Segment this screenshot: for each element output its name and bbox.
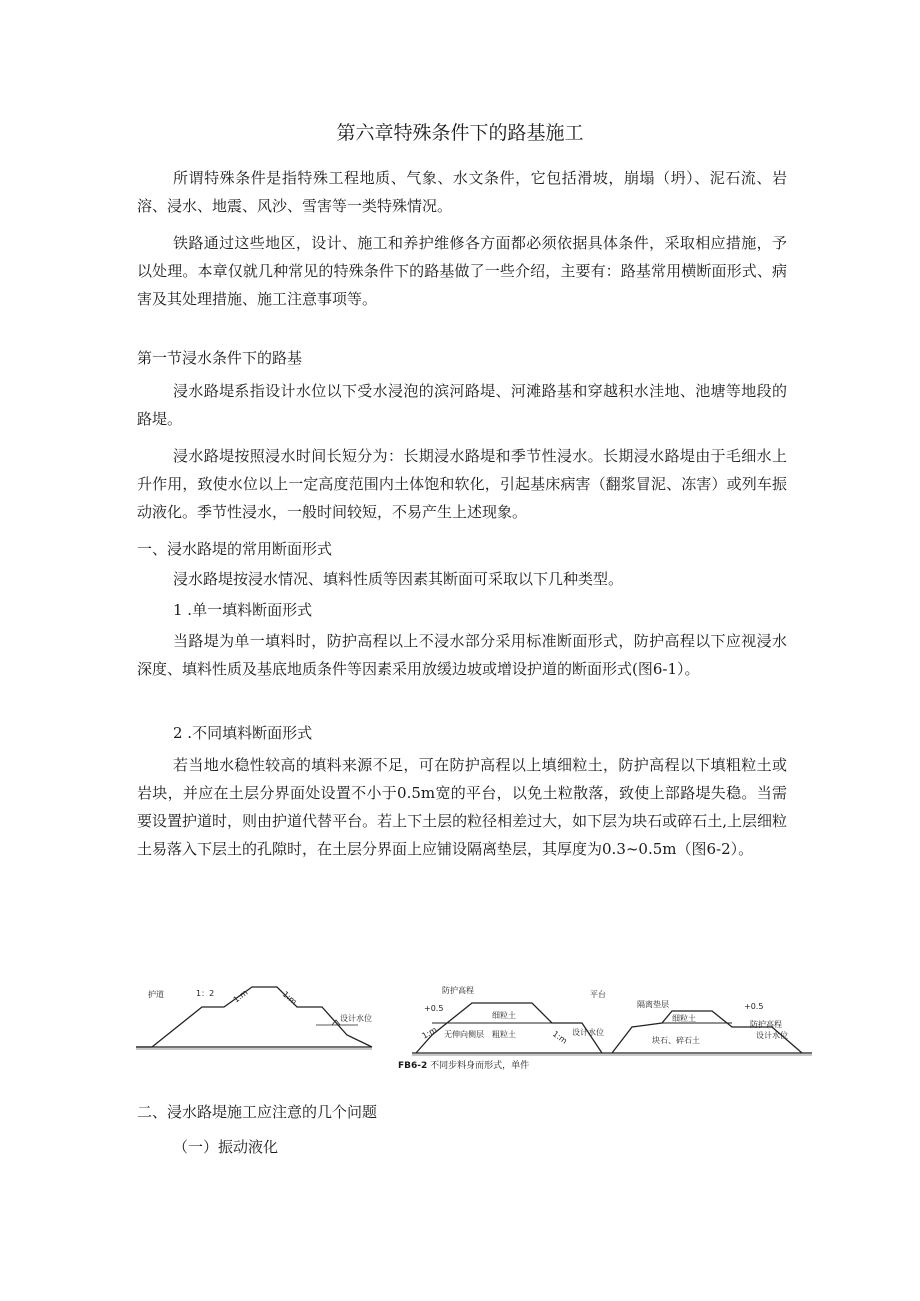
fig2-label-protection-level: 防护高程 [442, 986, 474, 995]
fig2-label-slope-m: 1:m [420, 1025, 439, 1041]
fig2-label-platform: 平台 [590, 990, 606, 999]
item-2-title: 2 .不同填料断面形式 [173, 724, 313, 742]
fig2-label-isolation-layer: 隔离垫层 [637, 1000, 669, 1009]
fig2-label-fine-soil-2: 细粒土 [672, 1014, 696, 1023]
fig1-label-berm: 护道 [148, 990, 164, 999]
fig2-label-plus05: +0.5 [424, 1004, 444, 1013]
fig2-label-slope-m-right: 1:m [550, 1029, 569, 1046]
fig2-label-fine-soil: 细粒土 [492, 1011, 516, 1020]
intro-paragraph-1: 所谓特殊条件是指特殊工程地质、气象、水文条件，它包括滑坡，崩塌（坍）、泥石流、岩溶、浸水、地震、风沙、雪害等一类特殊情况。 [137, 169, 787, 215]
figure-single-fill [136, 987, 372, 1049]
figure-caption [398, 1058, 529, 1071]
fig2-label-design-water-right: 设计水位 [756, 1031, 788, 1040]
subsection-1-heading: 一、浸水路堤的常用断面形式 [137, 540, 333, 558]
intro-paragraph-2: 铁路通过这些地区，设计、施工和养护维修各方面都必须依据具体条件，采取相应措施，予以处理。本章仅就几种常见的特殊条件下的路基做了一些介绍，主要有：路基常用横断面形式、病害及其处理措施、施工注意事项等。 [137, 234, 787, 308]
chapter-title: 第六章特殊条件下的路基施工 [336, 122, 584, 144]
item-2-text: 若当地水稳性较高的填料来源不足，可在防护高程以上填细粒土，防护高程以下填粗粒土或岩块，并应在土层分界面处设置不小于0.5m宽的平台，以免土粒散落，致使上部路堤失稳。当需要设置护道时，则由护道代替平台。若上下土层的粒径相差过大，如下层为块石或碎石土,上层细粒土易落入下层土的孔隙时，在土层分界面上应铺设隔离垫层，其厚度为0.3~0.5m（图6-2）。 [137, 756, 787, 858]
section-1-paragraph-1: 浸水路堤系指设计水位以下受水浸泡的滨河路堤、河滩路基和穿越积水洼地、池塘等地段的路堤。 [137, 382, 787, 428]
fig1-label-slope: 1：2 [196, 989, 215, 998]
fig1-label-slope-m2: 1:m [280, 989, 299, 1007]
section-1-paragraph-2: 浸水路堤按照浸水时间长短分为：长期浸水路堤和季节性浸水。长期浸水路堤由于毛细水上升作用，致使水位以上一定高度范围内土体饱和软化，引起基床病害（翻浆冒泥、冻害）或列车振动液化。季节性浸水，一般时间较短，不易产生上述现象。 [137, 447, 787, 521]
figure-caption-number: FB6-2 [398, 1061, 428, 1071]
section-2-heading: 二、浸水路堤施工应注意的几个问题 [137, 1103, 378, 1121]
item-1-title: 1 .单一填料断面形式 [173, 601, 313, 619]
fig2-label-coarse-soil: 粗粒土 [492, 1030, 516, 1039]
subsection-1-intro: 浸水路堤按浸水情况、填料性质等因素其断面可采取以下几种类型。 [173, 570, 624, 588]
fig1-label-slope-m1: 1:m [231, 987, 250, 1005]
fig2-label-no-side-layer: 无伸向侧层 [444, 1030, 484, 1039]
item-1-text: 当路堤为单一填料时，防护高程以上不浸水部分采用标准断面形式，防护高程以下应视浸水深度、填料性质及基底地质条件等因素采用放缓边坡或增设护道的断面形式(图6-1）。 [137, 632, 787, 678]
section-1-heading: 第一节浸水条件下的路基 [137, 349, 303, 367]
fig1-label-design-water: 设计水位 [340, 1014, 372, 1023]
section-2-sub-1: （一）振动液化 [173, 1138, 279, 1156]
fig2-label-protection-level-right: 防护高程 [750, 1020, 782, 1029]
fig2-label-design-water: 设计水位 [572, 1028, 604, 1037]
figure-caption-text: 不同步料身而形式，单件 [427, 1061, 530, 1071]
fig2-label-rock-gravel: 块石、碎石土 [652, 1036, 700, 1045]
fig2-label-plus05-right: +0.5 [744, 1002, 764, 1011]
